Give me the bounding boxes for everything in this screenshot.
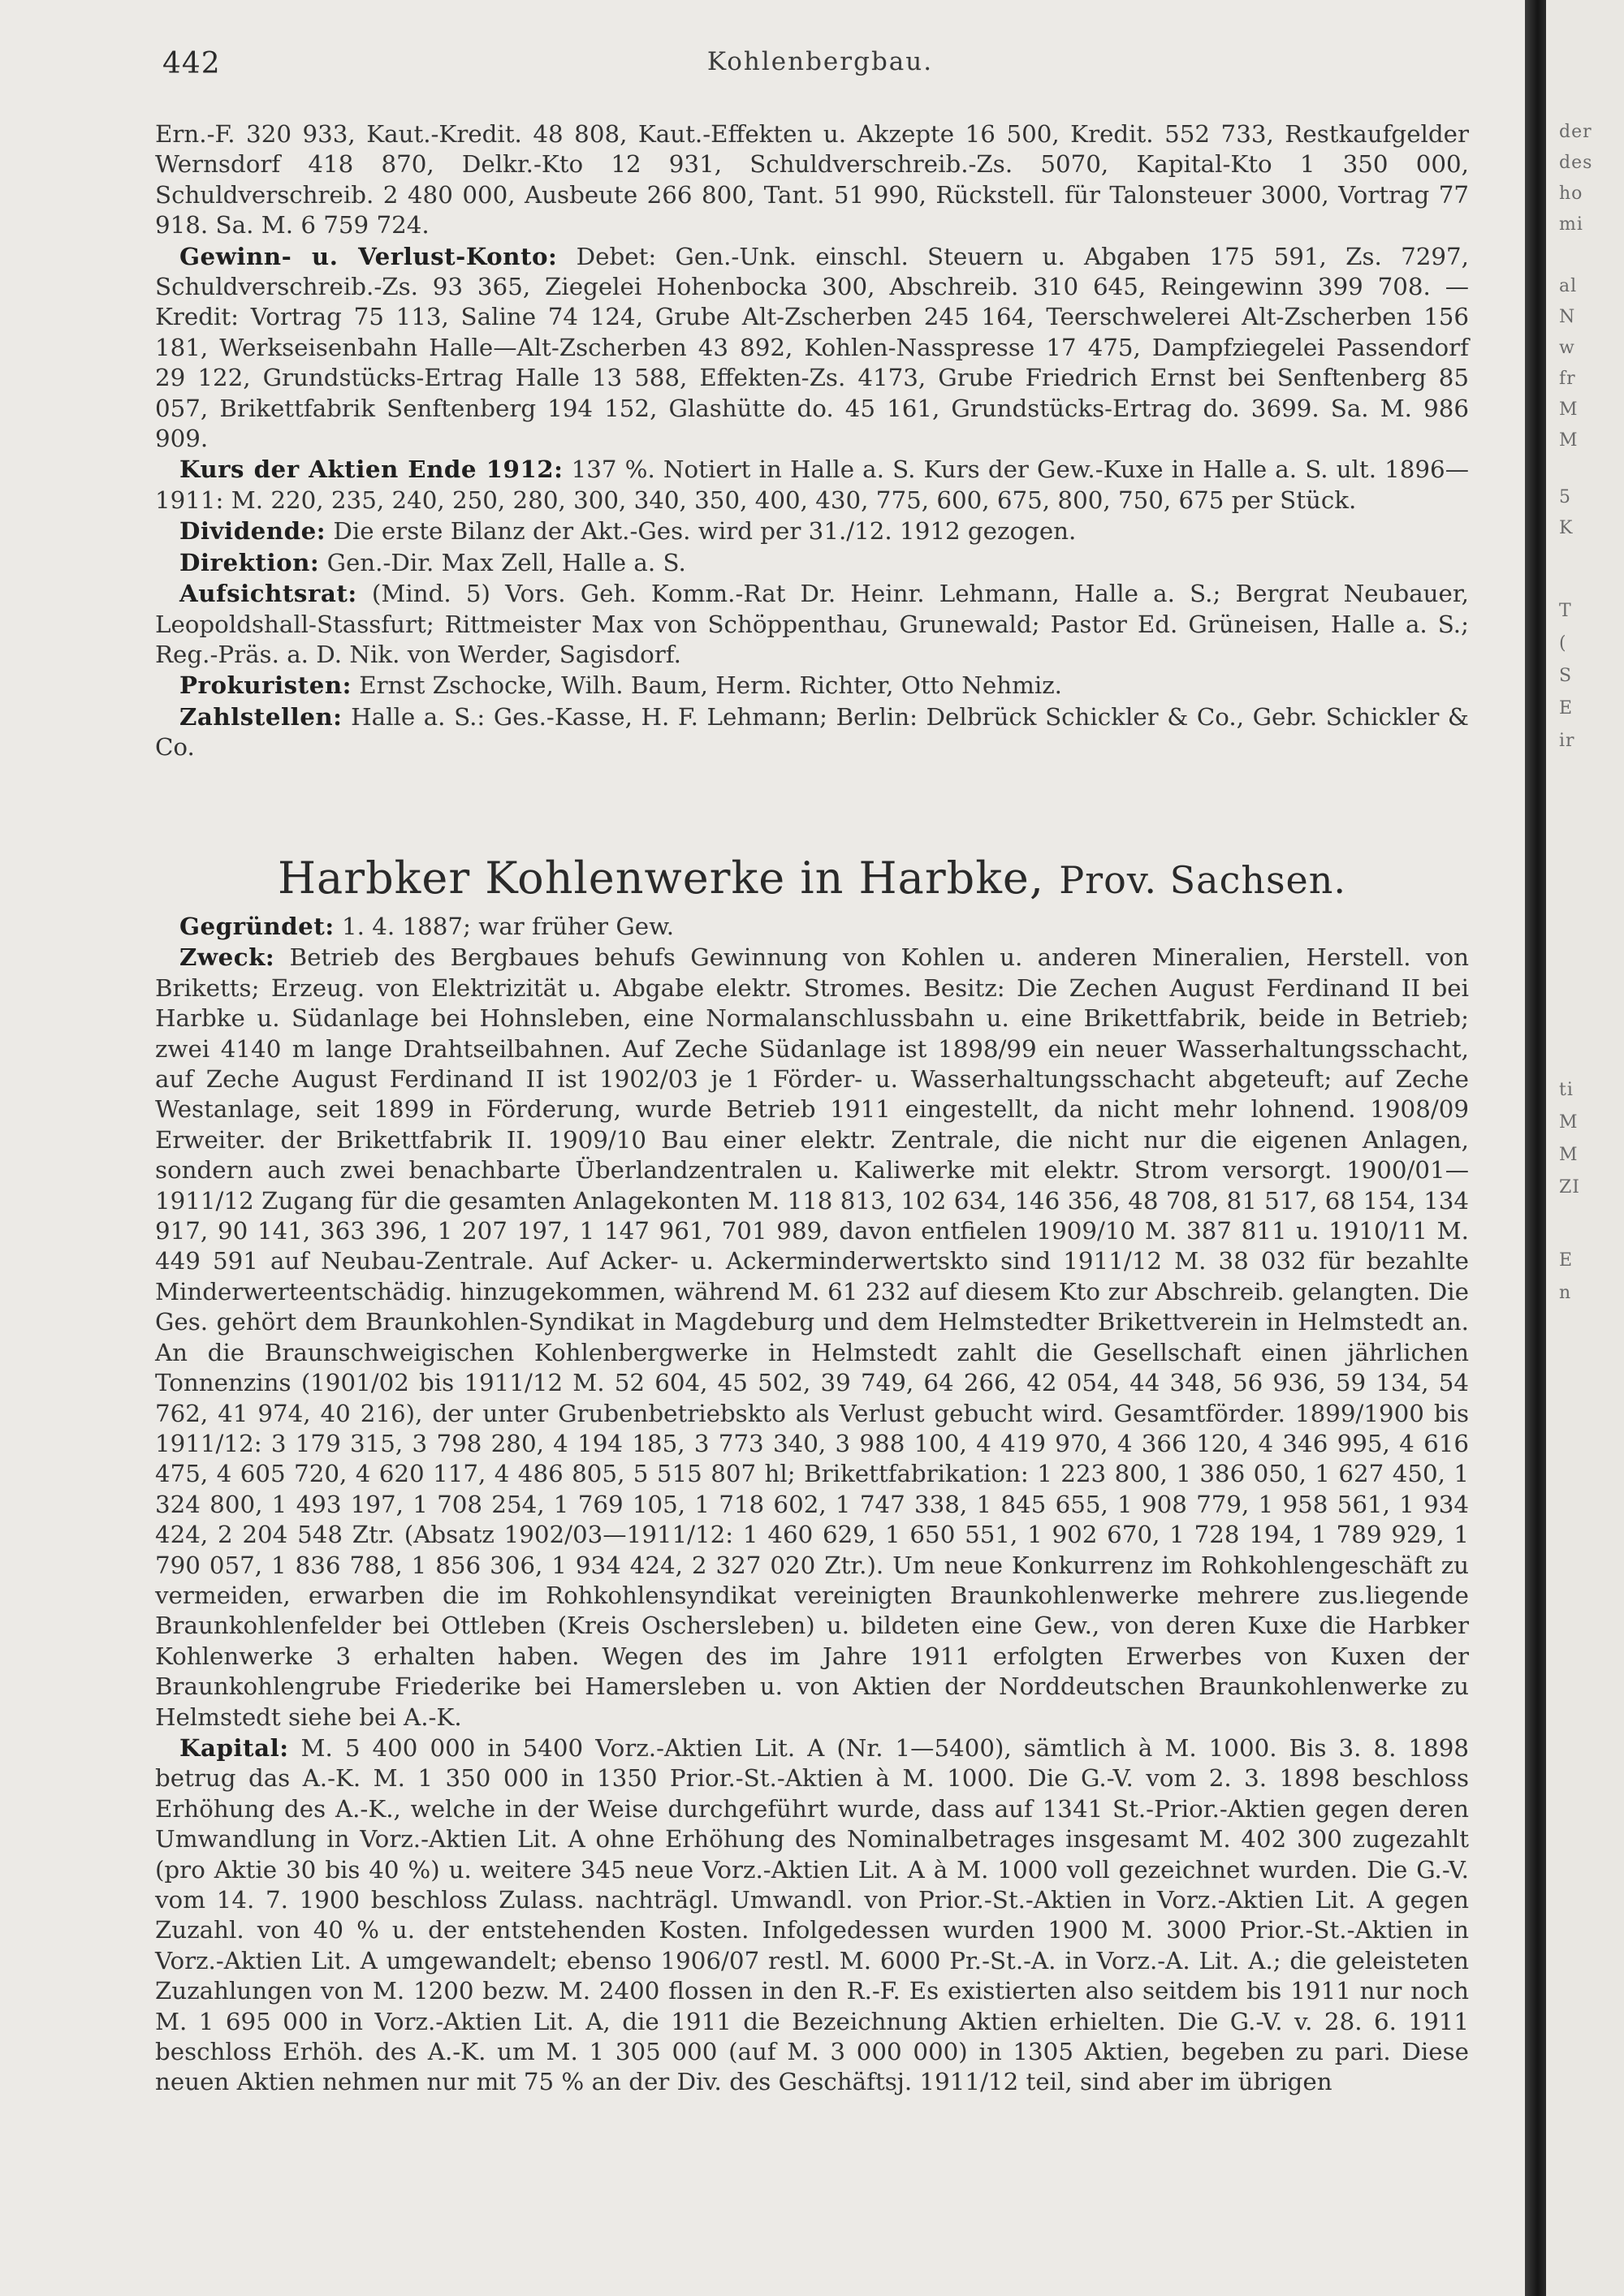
next-page-fragment: ti: [1559, 1080, 1574, 1100]
dividend-label: Dividende:: [179, 516, 326, 546]
next-page-fragment: T: [1559, 601, 1572, 621]
management-label: Direktion:: [179, 547, 320, 576]
proxies-label: Prokuristen:: [179, 671, 352, 700]
share-price-paragraph: [155, 454, 1469, 516]
paying-agents-label: Zahlstellen:: [179, 701, 343, 731]
next-page-fragment: M: [1559, 399, 1579, 420]
next-page-fragment: mi: [1559, 214, 1583, 235]
next-page-fragment: E: [1559, 698, 1574, 719]
next-page-fragment: M: [1559, 430, 1579, 451]
next-page-fragment: ir: [1559, 731, 1575, 751]
management-paragraph: [155, 547, 1469, 578]
purpose-paragraph: [155, 942, 1469, 1733]
next-page-fragment: fr: [1559, 369, 1576, 389]
next-page-fragment: M: [1559, 1112, 1579, 1133]
running-title: Kohlenbergbau.: [706, 47, 934, 76]
next-page-fragment: (: [1559, 633, 1567, 654]
next-page-fragment: N: [1559, 307, 1576, 327]
paying-agents-text: Halle a. S.: Ges.-Kasse, H. F. Lehmann; Berlin: Delbrück Schickler & Co., Gebr. Schickler & Co.: [155, 702, 1469, 762]
next-page-fragment: des: [1559, 153, 1593, 173]
capital-paragraph: [155, 1733, 1469, 2098]
next-page-edge: [1546, 0, 1624, 2296]
dividend-text: Die erste Bilanz der Akt.-Ges. wird per 31./12. 1912 gezogen.: [333, 517, 1077, 546]
next-page-fragment: E: [1559, 1250, 1574, 1271]
purpose-label: Zweck:: [179, 943, 275, 972]
next-page-fragment: al: [1559, 276, 1578, 296]
company-title: [122, 849, 1502, 909]
management-text: Gen.-Dir. Max Zell, Halle a. S.: [326, 548, 686, 576]
balance-text: Ern.-F. 320 933, Kaut.-Kredit. 48 808, Kaut.-Effekten u. Akzepte 16 500, Kredit. 552 733, Restkaufgelder Wernsdorf 418 870, Delkr.-Kto 12 931, Schuldverschreib.-Zs. 5070, Kapital-Kto 1 350 000, Schuldverschreib. 2 480 000, Ausbeute 266 800, Tant. 51 990, Rückstell. für Talonsteuer 3000, Vortrag 77 918. Sa. M. 6 759 724.: [155, 120, 1469, 240]
proxies-text: Ernst Zschocke, Wilh. Baum, Herm. Richter, Otto Nehmiz.: [359, 671, 1062, 700]
supervisory-board-label: Aufsichtsrat:: [179, 579, 357, 608]
next-page-fragment: der: [1559, 122, 1592, 142]
next-page-fragment: n: [1559, 1283, 1572, 1303]
capital-label: Kapital:: [179, 1733, 289, 1762]
page-number: 442: [162, 47, 221, 80]
next-page-fragment: S: [1559, 666, 1573, 686]
share-price-label: Kurs der Aktien Ende 1912:: [179, 455, 564, 484]
capital-text: M. 5 400 000 in 5400 Vorz.-Aktien Lit. A (Nr. 1—5400), sämtlich à M. 1000. Bis 3. 8. 1898 betrug das A.-K. M. 1 350 000 in 1350 Prior.-St.-Aktien à M. 1000. Die G.-V. vom 2. 3. 1898 beschloss Erhöhung des A.-K., welche in der Weise durchgeführt wurde, dass auf 1341 St.-Prior.-Aktien gegen deren Umwandlung in Vorz.-Aktien Lit. A ohne Erhöhung des Nominalbetrages insgesamt M. 402 300 zugezahlt (pro Aktie 30 bis 40 %) u. weitere 345 neue Vorz.-Aktien Lit. A à M. 1000 voll gezeichnet wurden. Die G.-V. vom 14. 7. 1900 beschloss Zulass. nachträgl. Umwandl. von Prior.-St.-Aktien in Vorz.-Aktien Lit. A gegen Zuzahl. von 40 % u. der entstehenden Kosten. Infolgedessen wurden 1900 M. 3000 Prior.-St.-Aktien in Vorz.-Aktien Lit. A umgewandelt; ebenso 1906/07 restl. M. 6000 Pr.-St.-A. in Vorz.-A. Lit. A.; die geleisteten Zuzahlungen von M. 1200 bezw. M. 2400 flossen in den R.-F. Es existierten also seitdem bis 1911 nur noch M. 1 695 000 in Vorz.-Aktien Lit. A, die 1911 die Bezeichnung Aktien erhielten. Die G.-V. v. 28. 6. 1911 beschloss Erhöh. des A.-K. um M. 1 305 000 (auf M. 3 000 000) in 1305 Aktien, begeben zu pari. Diese neuen Aktien nehmen nur mit 75 % an der Div. des Geschäftsj. 1911/12 teil, sind aber im übrigen: [155, 1733, 1469, 2096]
next-page-fragment: ho: [1559, 183, 1583, 204]
next-page-fragment: K: [1559, 518, 1574, 538]
next-page-fragment: w: [1559, 338, 1575, 358]
profit-loss-label: Gewinn- u. Verlust-Konto:: [179, 241, 558, 270]
page-header: [162, 47, 1478, 86]
company-name: Harbker Kohlenwerke in Harbke,: [277, 852, 1045, 904]
dividend-paragraph: [155, 516, 1469, 546]
previous-company-section: [155, 119, 1469, 763]
next-page-fragment: M: [1559, 1145, 1579, 1165]
supervisory-board-paragraph: [155, 578, 1469, 670]
proxies-paragraph: [155, 670, 1469, 701]
purpose-text: Betrieb des Bergbaues behufs Gewinnung von Kohlen u. anderen Mineralien, Herstell. von Briketts; Erzeug. von Elektrizität u. Abgabe elektr. Stromes. Besitz: Die Zechen August Ferdinand II bei Harbke u. Südanlage bei Hohnsleben, eine Normalanschlussbahn u. eine Brikettfabrik, beide in Betrieb; zwei 4140 m lange Drahtseilbahnen. Auf Zeche Südanlage ist 1898/99 ein neuer Wasserhaltungsschacht, auf Zeche August Ferdinand II ist 1902/03 je 1 Förder- u. Wasserhaltungsschacht abgeteuft; auf Zeche Westanlage, seit 1899 in Förderung, wurde Betrieb 1911 eingestellt, da nicht mehr lohnend. 1908/09 Erweiter. der Brikettfabrik II. 1909/10 Bau einer elektr. Zentrale, die nicht nur die eigenen Anlagen, sondern auch zwei benachbarte Überlandzentralen u. Kaliwerke mit elektr. Strom versorgt. 1900/01—1911/12 Zugang für die gesamten Anlagekonten M. 118 813, 102 634, 146 356, 48 708, 81 517, 68 154, 134 917, 90 141, 363 396, 1 207 197, 1 147 961, 701 989, davon entfielen 1909/10 M. 387 811 u. 1910/11 M. 449 591 auf Neubau-Zentrale. Auf Acker- u. Ackerminderwertskto sind 1911/12 M. 38 032 für bezahlte Minderwerteentschädig. hinzugekommen, während M. 61 232 auf diesem Kto zur Abschreib. gelangten. Die Ges. gehört dem Braunkohlen-Syndikat in Magdeburg und dem Helmstedter Brikettverein in Helmstedt an. An die Braunschweigischen Kohlenbergwerke in Helmstedt zahlt die Gesellschaft einen jährlichen Tonnenzins (1901/02 bis 1911/12 M. 52 604, 45 502, 39 749, 64 266, 42 054, 44 348, 56 936, 59 134, 54 762, 41 974, 40 216), der unter Grubenbetriebskto als Verlust gebucht wird. Gesamtförder. 1899/1900 bis 1911/12: 3 179 315, 3 798 280, 4 194 185, 3 773 340, 3 988 100, 4 419 970, 4 366 120, 4 346 995, 4 616 475, 4 605 720, 4 620 117, 4 486 805, 5 515 807 hl; Brikettfabrikation: 1 223 800, 1 386 050, 1 627 450, 1 324 800, 1 493 197, 1 708 254, 1 769 105, 1 718 602, 1 747 338, 1 845 655, 1 908 779, 1 958 561, 1 934 424, 2 204 548 Ztr. (Absatz 1902/03—1911/12: 1 460 629, 1 650 551, 1 902 670, 1 728 194, 1 789 929, 1 790 057, 1 836 788, 1 856 306, 1 934 424, 2 327 020 Ztr.). Um neue Konkurrenz im Rohkohlengeschäft zu vermeiden, erwarben die im Rohkohlensyndikat vereinigten Braunkohlenwerke mehrere zus.liegende Braunkohlenfelder bei Ottleben (Kreis Oschersleben) u. bildeten eine Gew., von deren Kuxe die Harbker Kohlenwerke 3 erhalten haben. Wegen des im Jahre 1911 erfolgten Erwerbes von Kuxen der Braunkohlengrube Friederike bei Hamersleben u. von Aktien der Norddeutschen Braunkohlenwerke zu Helmstedt siehe bei A.-K.: [155, 943, 1469, 1731]
company-section: [155, 911, 1469, 2098]
share-price-text: 137 %. Notiert in Halle a. S. Kurs der Gew.-Kuxe in Halle a. S. ult. 1896—1911: M. 220, 235, 240, 250, 280, 300, 340, 350, 400, 430, 775, 600, 675, 800, 750, 675 per Stück.: [155, 455, 1469, 514]
next-page-fragment: ZI: [1559, 1177, 1580, 1198]
balance-paragraph: [155, 119, 1469, 241]
profit-loss-paragraph: [155, 241, 1469, 455]
founded-text: 1. 4. 1887; war früher Gew.: [341, 913, 675, 940]
founded-paragraph: [155, 911, 1469, 942]
founded-label: Gegründet:: [179, 912, 335, 940]
company-province: Prov. Sachsen.: [1059, 858, 1347, 902]
supervisory-board-text: (Mind. 5) Vors. Geh. Komm.-Rat Dr. Heinr. Lehmann, Halle a. S.; Bergrat Neubauer, Leopoldshall-Stassfurt; Rittmeister Max von Schöppenthau, Grunewald; Pastor Ed. Grüneisen, Halle a. S.; Reg.-Präs. a. D. Nik. von Werder, Sagisdorf.: [155, 580, 1469, 668]
book-gutter: [1525, 0, 1546, 2296]
paying-agents-paragraph: [155, 701, 1469, 763]
next-page-fragment: 5: [1559, 487, 1571, 507]
profit-loss-text: Debet: Gen.-Unk. einschl. Steuern u. Abgaben 175 591, Zs. 7297, Schuldverschreib.-Zs. 93 365, Ziegelei Hohenbocka 300, Abschreib. 310 645, Reingewinn 399 708. — Kredit: Vortrag 75 113, Saline 74 124, Grube Alt-Zscherben 245 164, Teerschwelerei Alt-Zscherben 156 181, Werkseisenbahn Halle—Alt-Zscherben 43 892, Kohlen-Nasspresse 17 475, Dampfziegelei Passendorf 29 122, Grundstücks-Ertrag Halle 13 588, Effekten-Zs. 4173, Grube Friedrich Ernst bei Senftenberg 85 057, Brikettfabrik Senftenberg 194 152, Glashütte do. 45 161, Grundstücks-Ertrag do. 3699. Sa. M. 986 909.: [155, 242, 1469, 453]
